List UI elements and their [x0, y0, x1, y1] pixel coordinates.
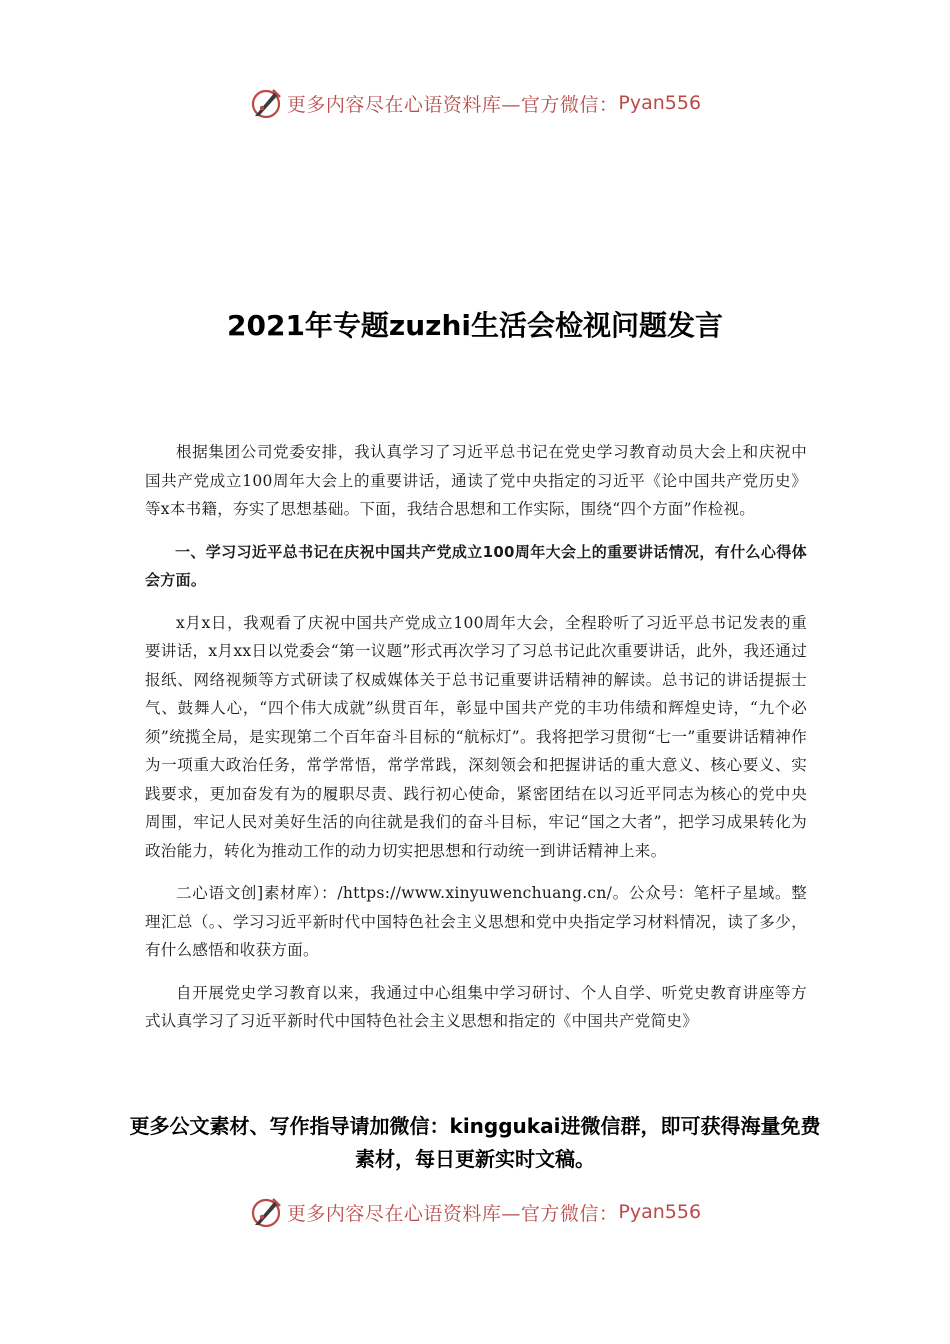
quill-pen-logo-icon — [249, 1195, 283, 1229]
promo-note: 更多公文素材、写作指导请加微信：kinggukai进微信群，即可获得海量免费素材，每日更新实时文稿。 — [129, 1114, 821, 1171]
document-body — [145, 438, 807, 1050]
header-banner — [0, 83, 950, 123]
banner-text: 更多内容尽在心语资料库—官方微信： — [286, 93, 619, 116]
quill-pen-logo-icon — [249, 86, 283, 120]
banner-text: 更多内容尽在心语资料库—官方微信： — [286, 1202, 619, 1225]
paragraph-intro: 根据集团公司党委安排，我认真学习了习近平总书记在党史学习教育动员大会上和庆祝中国共产党成立100周年大会上的重要讲话，通读了党中央指定的习近平《论中国共产党历史》等x本书籍，夯实了思想基础。下面，我结合思想和工作实际，围绕“四个方面”作检视。 — [145, 443, 807, 518]
paragraph-body-3: 自开展党史学习教育以来，我通过中心组集中学习研讨、个人自学、听党史教育讲座等方式认真学习了习近平新时代中国特色社会主义思想和指定的《中国共产党简史》 — [145, 983, 807, 1030]
section-heading-1: 一、学习习近平总书记在庆祝中国共产党成立100周年大会上的重要讲话情况，有什么心得体会方面。 — [145, 542, 807, 589]
document-title: 2021年专题zuzhi生活会检视问题发言 — [227, 309, 723, 342]
footer-banner — [0, 1192, 950, 1232]
paragraph-body-1: x月x日，我观看了庆祝中国共产党成立100周年大会，全程聆听了习近平总书记发表的重要讲话，x月xx日以党委会“第一议题”形式再次学习了习总书记此次重要讲话，此外，我还通过报纸、网络视频等方式研读了权威媒体关于总书记重要讲话精神的解读。总书记的讲话提振士气、鼓舞人心，“四个伟大成就”纵贯百年，彰显中国共产党的丰功伟绩和辉煌史诗，“九个必须”统揽全局，是实现第二个百年奋斗目标的“航标灯”。我将把学习贯彻“七一”重要讲话精神作为一项重大政治任务，常学常悟，常学常践，深刻领会和把握讲话的重大意义、核心要义、实践要求，更加奋发有为的履职尽责、践行初心使命，紧密团结在以习近平同志为核心的党中央周围，牢记人民对美好生活的向往就是我们的奋斗目标，牢记“国之大者”，把学习成果转化为政治能力，转化为推动工作的动力切实把思想和行动统一到讲话精神上来。 — [145, 613, 807, 860]
banner-wechat-id: Pyan556 — [618, 1201, 702, 1223]
banner-wechat-id: Pyan556 — [618, 92, 702, 114]
paragraph-body-2: 二心语文创]素材库）：/https://www.xinyuwenchuang.cn/。公众号：笔杆子星域。整理汇总（。、学习习近平新时代中国特色社会主义思想和党中央指定学习材料情况，读了多少，有什么感悟和收获方面。 — [145, 884, 807, 959]
